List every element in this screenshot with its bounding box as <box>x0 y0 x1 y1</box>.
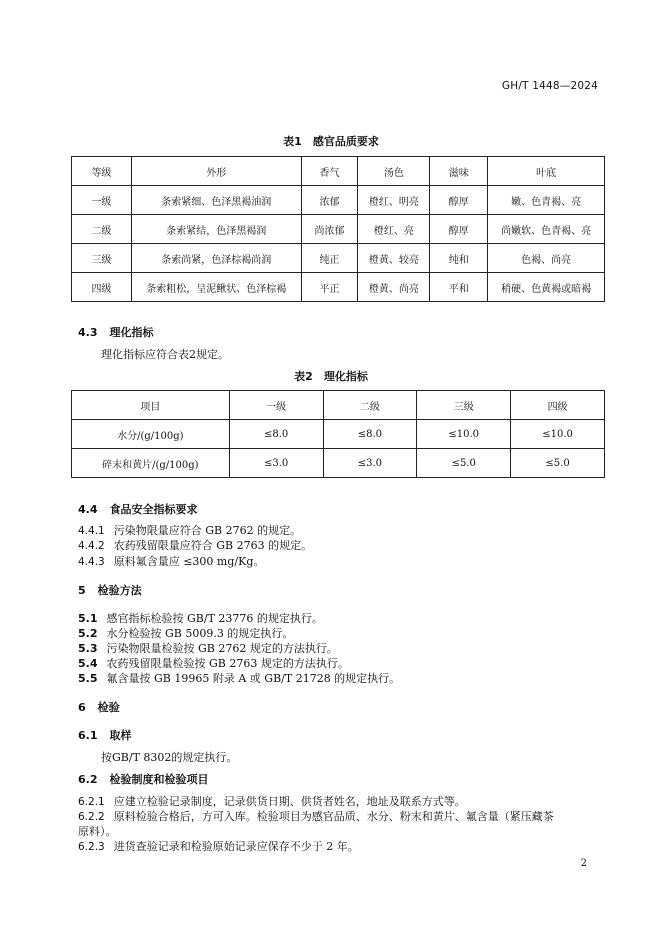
sensory-quality-table <box>71 156 605 302</box>
list-item <box>78 610 323 626</box>
item-number: 4.4.2 <box>78 540 105 552</box>
header-cell: 汤色 <box>358 157 430 186</box>
table-cell: 嫩、色青褐、亮 <box>488 186 605 215</box>
section-number: 4.3 <box>78 326 98 339</box>
physicochemical-table <box>71 390 605 478</box>
list-item <box>78 625 293 641</box>
list-item <box>78 670 400 686</box>
header-cell: 外形 <box>131 157 301 186</box>
paragraph: 按GB/T 8302的规定执行。 <box>101 751 238 764</box>
table-cell: 条索紧结，色泽黑褐润 <box>131 215 301 244</box>
list-item <box>78 808 554 824</box>
table-header-row <box>72 391 605 420</box>
table-cell: ≤10.0 <box>511 420 605 449</box>
item-text: 污染物限量检验按 GB 2762 规定的方法执行。 <box>106 642 338 655</box>
item-number: 5.4 <box>78 657 98 670</box>
table-row <box>72 244 605 273</box>
table-cell: 平和 <box>430 273 488 302</box>
table-cell: 纯正 <box>301 244 358 273</box>
section-number: 6.1 <box>78 729 98 742</box>
section-title: 检验方法 <box>97 584 142 597</box>
header-cell: 二级 <box>323 391 417 420</box>
item-text: 感官指标检验按 GB/T 23776 的规定执行。 <box>106 612 323 625</box>
table-cell: ≤5.0 <box>511 449 605 478</box>
table-cell: 条索粗松，呈泥鳅状、色泽棕褐 <box>131 273 301 302</box>
table-cell: ≤3.0 <box>323 449 417 478</box>
item-number: 6.2.1 <box>78 796 105 808</box>
header-cell: 一级 <box>229 391 323 420</box>
section-4-3-heading <box>78 324 154 340</box>
list-item <box>78 553 264 569</box>
item-continuation: 原料）。 <box>78 825 117 838</box>
list-item <box>78 655 349 671</box>
section-number: 6.2 <box>78 773 98 786</box>
section-6-1-heading <box>78 727 132 743</box>
table1-caption: 表1 感官品质要求 <box>283 135 379 148</box>
table-cell: ≤8.0 <box>229 420 323 449</box>
list-item <box>78 793 466 809</box>
table-cell: 尚浓郁 <box>301 215 358 244</box>
item-text: 进货查验记录和检验原始记录应保存不少于 2 年。 <box>113 840 359 853</box>
table-row <box>72 215 605 244</box>
item-number: 4.4.1 <box>78 525 105 537</box>
header-cell: 项目 <box>72 391 230 420</box>
table-cell: 二级 <box>72 215 132 244</box>
table-cell: 橙红、亮 <box>358 215 430 244</box>
table-cell: 稍硬、色黄褐或暗褐 <box>488 273 605 302</box>
table-cell: 三级 <box>72 244 132 273</box>
table-cell: ≤10.0 <box>417 420 511 449</box>
section-number: 4.4 <box>78 503 98 516</box>
table-cell: 纯和 <box>430 244 488 273</box>
standard-code: GH/T 1448—2024 <box>501 80 598 92</box>
table-cell: 尚嫩软、色青褐、亮 <box>488 215 605 244</box>
table-row <box>72 273 605 302</box>
page-number: 2 <box>580 858 587 869</box>
table-cell: ≤8.0 <box>323 420 417 449</box>
table-cell: 醇厚 <box>430 186 488 215</box>
section-6-heading <box>78 699 120 715</box>
section-6-2-heading <box>78 771 209 787</box>
table-cell: 条索紧细、色泽黑褐油润 <box>131 186 301 215</box>
table-cell: 醇厚 <box>430 215 488 244</box>
item-number: 4.4.3 <box>78 556 105 568</box>
item-text: 农药残留限量检验按 GB 2763 规定的方法执行。 <box>106 657 349 670</box>
item-text: 原料检验合格后，方可入库。检验项目为感官品质、水分、粉末和黄片、氟含量（紧压藏茶 <box>113 810 554 823</box>
item-number: 5.3 <box>78 642 98 655</box>
section-4-4-heading <box>78 501 198 517</box>
table-cell: 浓郁 <box>301 186 358 215</box>
table-cell: ≤3.0 <box>229 449 323 478</box>
item-text: 水分检验按 GB 5009.3 的规定执行。 <box>106 627 294 640</box>
header-cell: 四级 <box>511 391 605 420</box>
header-cell: 滋味 <box>430 157 488 186</box>
item-text: 应建立检验记录制度，记录供货日期、供货者姓名，地址及联系方式等。 <box>113 795 466 808</box>
item-text: 污染物限量应符合 GB 2762 的规定。 <box>113 524 302 537</box>
table2-caption: 表2 理化指标 <box>294 370 368 383</box>
list-item <box>78 640 338 656</box>
header-cell: 三级 <box>417 391 511 420</box>
section-title: 理化指标 <box>109 326 154 339</box>
list-item <box>78 838 359 854</box>
section-title: 取样 <box>109 729 132 742</box>
section-title: 检验 <box>97 701 120 714</box>
table-row <box>72 186 605 215</box>
list-item <box>78 537 312 553</box>
table-cell: 橙黄、尚亮 <box>358 273 430 302</box>
section-title: 检验制度和检验项目 <box>109 773 209 786</box>
table-cell: 橙黄、较亮 <box>358 244 430 273</box>
list-item <box>78 522 301 538</box>
item-number: 6.2.3 <box>78 841 105 853</box>
table-cell: 水分/(g/100g) <box>72 420 230 449</box>
table-row <box>72 449 605 478</box>
table-cell: ≤5.0 <box>417 449 511 478</box>
table-cell: 一级 <box>72 186 132 215</box>
item-number: 6.2.2 <box>78 811 105 823</box>
table-cell: 碎末和黄片/(g/100g) <box>72 449 230 478</box>
table-cell: 橙红、明亮 <box>358 186 430 215</box>
table-cell: 条索尚紧，色泽棕褐尚润 <box>131 244 301 273</box>
table-cell: 四级 <box>72 273 132 302</box>
section-title: 食品安全指标要求 <box>109 503 198 516</box>
item-text: 农药残留限量应符合 GB 2763 的规定。 <box>113 539 313 552</box>
section-number: 5 <box>78 584 86 597</box>
header-cell: 等级 <box>72 157 132 186</box>
table-row <box>72 420 605 449</box>
item-number: 5.1 <box>78 612 98 625</box>
item-text: 氟含量按 GB 19965 附录 A 或 GB/T 21728 的规定执行。 <box>106 672 401 685</box>
table-cell: 平正 <box>301 273 358 302</box>
table-cell: 色褐、尚亮 <box>488 244 605 273</box>
table-header-row <box>72 157 605 186</box>
header-cell: 香气 <box>301 157 358 186</box>
header-cell: 叶底 <box>488 157 605 186</box>
paragraph: 理化指标应符合表2规定。 <box>101 348 229 361</box>
item-number: 5.2 <box>78 627 98 640</box>
item-text: 原料氟含量应 ≤300 mg/Kg。 <box>113 555 265 568</box>
section-5-heading <box>78 582 142 598</box>
section-number: 6 <box>78 701 86 714</box>
item-number: 5.5 <box>78 672 98 685</box>
